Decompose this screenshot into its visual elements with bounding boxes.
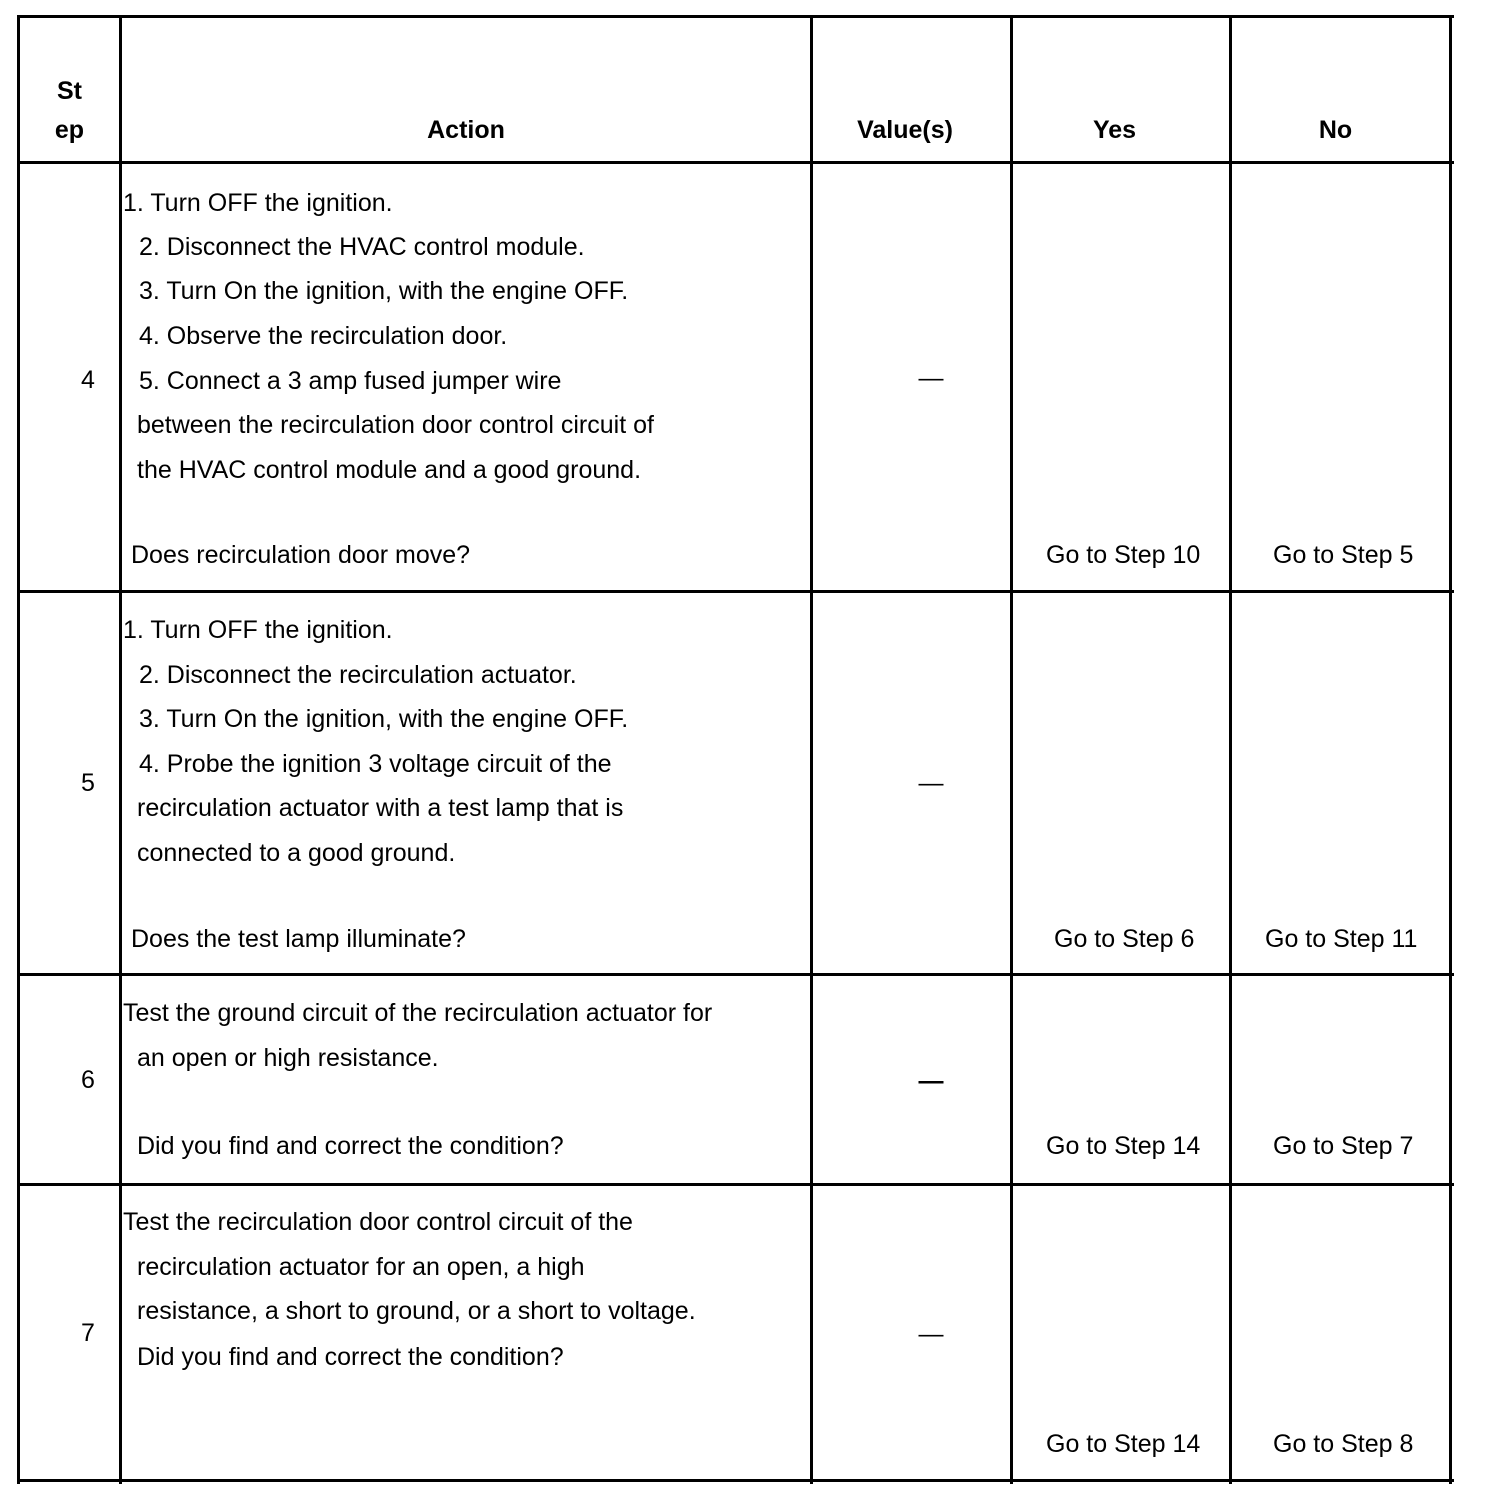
- action-line: 2. Disconnect the HVAC control module.: [139, 233, 585, 261]
- value-dash: —: [918, 1320, 944, 1348]
- header-values: Value(s): [857, 116, 953, 144]
- action-line: the HVAC control module and a good ground.: [137, 456, 642, 484]
- row-divider: [17, 590, 1454, 593]
- action-line: 3. Turn On the ignition, with the engine OFF.: [139, 705, 629, 733]
- no-result: Go to Step 8: [1273, 1430, 1414, 1458]
- action-line: 4. Observe the recirculation door.: [139, 322, 508, 350]
- action-line: between the recirculation door control circuit of: [137, 411, 654, 439]
- table-border-right: [1449, 15, 1452, 1484]
- step-number: 6: [81, 1066, 95, 1094]
- yes-result: Go to Step 6: [1054, 925, 1195, 953]
- step-number: 7: [81, 1319, 95, 1347]
- no-result: Go to Step 5: [1273, 541, 1414, 569]
- value-dash: —: [918, 364, 944, 392]
- row-divider: [17, 1183, 1454, 1186]
- action-line: 2. Disconnect the recirculation actuator.: [139, 661, 577, 689]
- no-result: Go to Step 11: [1265, 925, 1418, 953]
- action-line: Did you find and correct the condition?: [137, 1343, 564, 1371]
- action-line: 3. Turn On the ignition, with the engine OFF.: [139, 277, 629, 305]
- action-line: Test the ground circuit of the recirculation actuator for: [123, 999, 713, 1027]
- action-line: resistance, a short to ground, or a short to voltage.: [137, 1297, 696, 1325]
- value-dash: —: [918, 1067, 944, 1095]
- header-no: No: [1318, 116, 1353, 144]
- action-question: Did you find and correct the condition?: [137, 1132, 564, 1160]
- action-question: Does recirculation door move?: [131, 541, 471, 569]
- value-dash: —: [918, 769, 944, 797]
- header-step-line2: ep: [54, 116, 85, 144]
- action-line: Test the recirculation door control circuit of the: [123, 1208, 633, 1236]
- no-result: Go to Step 7: [1273, 1132, 1414, 1160]
- yes-result: Go to Step 14: [1046, 1430, 1201, 1458]
- header-action: Action: [427, 116, 505, 144]
- header-divider: [17, 161, 1454, 164]
- yes-result: Go to Step 10: [1046, 541, 1201, 569]
- action-line: recirculation actuator with a test lamp that is: [137, 794, 624, 822]
- action-line: 1. Turn OFF the ignition.: [123, 616, 393, 644]
- header-yes: Yes: [1092, 116, 1137, 144]
- header-step-line1: St: [57, 77, 82, 105]
- action-line: recirculation actuator for an open, a high: [137, 1253, 585, 1281]
- column-divider: [810, 15, 813, 1484]
- column-divider: [1229, 15, 1232, 1484]
- action-line: 1. Turn OFF the ignition.: [123, 189, 393, 217]
- row-divider: [17, 973, 1454, 976]
- column-divider: [119, 15, 122, 1484]
- step-number: 4: [81, 366, 95, 394]
- table-border-left: [17, 15, 20, 1484]
- action-line: an open or high resistance.: [137, 1044, 439, 1072]
- step-number: 5: [81, 769, 95, 797]
- action-question: Does the test lamp illuminate?: [131, 925, 466, 953]
- action-line: connected to a good ground.: [137, 839, 456, 867]
- action-line: 5. Connect a 3 amp fused jumper wire: [139, 367, 562, 395]
- action-line: 4. Probe the ignition 3 voltage circuit of the: [139, 750, 612, 778]
- yes-result: Go to Step 14: [1046, 1132, 1201, 1160]
- column-divider: [1010, 15, 1013, 1484]
- table-border-top: [17, 15, 1454, 18]
- table-border-bottom: [17, 1479, 1454, 1482]
